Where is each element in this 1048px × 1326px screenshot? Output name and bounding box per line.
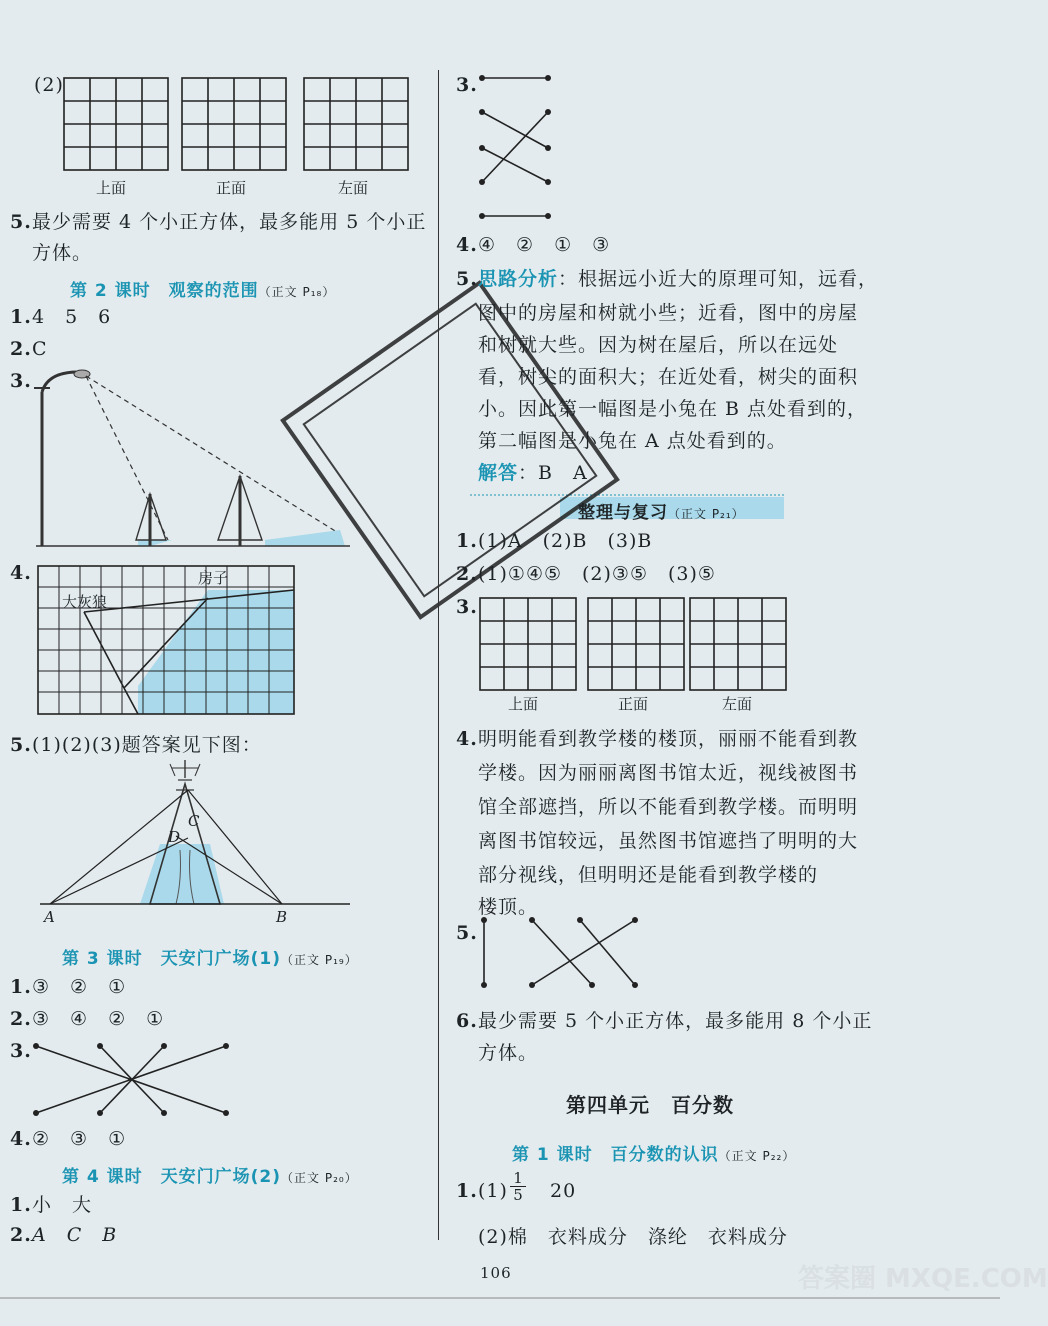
r-review-q4-line5: 部分视线，但明明还是能看到教学楼的 <box>478 864 819 886</box>
view2-label-left: 左面 <box>722 695 753 713</box>
unit4-lesson1-heading: 第 1 课时 百分数的认识（正文 P₂₂） <box>512 1145 796 1165</box>
l3-q1-answer: ③ ② ① <box>32 976 127 998</box>
l3-q3-number: 3. <box>10 1040 32 1062</box>
grid-front-view-1 <box>182 78 286 170</box>
grid-left-view-1 <box>304 78 408 170</box>
watermark-text: 答案圈 MXQE.COM <box>798 1264 1048 1294</box>
view-label-front: 正面 <box>216 179 247 197</box>
r-q5-line1: 思路分析：根据远小近大的原理可知，远看， <box>478 268 879 290</box>
u-q1-rest: 20 <box>550 1180 577 1202</box>
point-a-label: A <box>44 908 55 926</box>
column-divider <box>438 70 439 1240</box>
r-review-q4-line2: 学楼。因为丽丽离图书馆太近，视线被图书 <box>478 762 859 784</box>
r-q5-line2: 图中的房屋和树就小些；近看，图中的房屋 <box>478 302 859 324</box>
l4-q1-answer: 小 大 <box>32 1194 93 1216</box>
l3-q1-number: 1. <box>10 976 32 998</box>
wolf-label: 大灰狼 <box>62 593 108 611</box>
u-q1-prefix: (1) <box>478 1180 508 1202</box>
lesson3-heading: 第 3 课时 天安门广场(1)（正文 P₁₉） <box>62 949 358 969</box>
grid-top-view-2 <box>480 598 576 690</box>
r-review-q6-line1: 最少需要 5 个小正方体，最多能用 8 个小正 <box>478 1010 873 1032</box>
view-label-left: 左面 <box>338 179 369 197</box>
lesson2-heading: 第 2 课时 观察的范围（正文 P₁₈） <box>70 281 336 301</box>
u-q1-number: 1. <box>456 1180 478 1202</box>
l2-q2-number: 2. <box>10 338 32 360</box>
right-q5-lines <box>481 917 638 988</box>
analysis-label: 思路分析 <box>478 268 559 290</box>
grid-left-view-2 <box>690 598 786 690</box>
r-q5-line4: 看，树尖的面积大；在近处看，树尖的面积 <box>478 366 859 388</box>
l2-q1-answer: 4 5 6 <box>32 306 112 328</box>
q5-answer-line2: 方体。 <box>32 242 93 264</box>
view2-label-front: 正面 <box>618 695 649 713</box>
u-q1-part2: (2)棉 衣料成分 涤纶 衣料成分 <box>478 1226 788 1248</box>
r-review-q4-line1: 明明能看到教学楼的楼顶，丽丽不能看到教 <box>478 728 859 750</box>
streetlight-figure <box>34 370 350 546</box>
l2-q5-number: 5. <box>10 734 32 756</box>
fraction <box>510 1170 526 1203</box>
r-review-q4-line4: 离图书馆较远，虽然图书馆遮挡了明明的大 <box>478 830 859 852</box>
house-label: 房子 <box>198 569 229 587</box>
point-d-label: D <box>168 828 181 846</box>
q5-answer-line1: 最少需要 4 个小正方体，最多能用 5 个小正 <box>32 211 427 233</box>
view-label-top: 上面 <box>96 179 127 197</box>
r-review-q1-answer: (1)A (2)B (3)B <box>478 530 653 552</box>
r-review-q6-number: 6. <box>456 1010 478 1032</box>
l3-q2-answer: ③ ④ ② ① <box>32 1008 165 1030</box>
r-q3-number: 3. <box>456 74 478 96</box>
l2-q5-answer: (1)(2)(3)题答案见下图： <box>32 734 262 756</box>
l3-q4-answer: ② ③ ① <box>32 1128 127 1150</box>
r-q4-number: 4. <box>456 234 478 256</box>
l3-q4-number: 4. <box>10 1128 32 1150</box>
l4-q1-number: 1. <box>10 1194 32 1216</box>
r-q5-line6: 第二幅图是小兔在 A 点处看到的。 <box>478 430 787 452</box>
r-review-q4-line6: 楼顶。 <box>478 896 539 918</box>
l2-q2-answer: C <box>32 338 48 360</box>
view2-label-top: 上面 <box>508 695 539 713</box>
q5-number: 5. <box>10 211 32 233</box>
r-q5-solution: 解答：B A <box>478 462 588 484</box>
point-c-label: C <box>188 812 200 830</box>
r-review-q3-number: 3. <box>456 596 478 618</box>
l4-q2-number: 2. <box>10 1224 32 1246</box>
r-review-q4-number: 4. <box>456 728 478 750</box>
r-q5-line3: 和树就大些。因为树在屋后，所以在远处 <box>478 334 839 356</box>
l4-q2-answer: A C B <box>32 1224 118 1246</box>
unit-heading: 第四单元 百分数 <box>566 1093 734 1117</box>
point-b-label: B <box>276 908 288 926</box>
fraction-denominator: 5 <box>513 1186 523 1204</box>
r-review-q1-number: 1. <box>456 530 478 552</box>
crossing-lines-figure <box>33 1043 229 1116</box>
grid-front-view-2 <box>588 598 684 690</box>
r-review-q6-line2: 方体。 <box>478 1042 539 1064</box>
lesson4-heading: 第 4 课时 天安门广场(2)（正文 P₂₀） <box>62 1167 358 1187</box>
r-q4-answer: ④ ② ① ③ <box>478 234 611 256</box>
grid-top-view-1 <box>64 78 168 170</box>
l2-q4-number: 4. <box>10 562 32 584</box>
tower-figure <box>40 760 350 904</box>
r-review-q4-line3: 馆全部遮挡，所以不能看到教学楼。而明明 <box>478 796 859 818</box>
r-review-q2-number: 2. <box>456 563 478 585</box>
l3-q2-number: 2. <box>10 1008 32 1030</box>
r-q5-line5: 小。因此第一幅图是小兔在 B 点处看到的， <box>478 398 868 420</box>
q2-label: (2) <box>34 74 64 96</box>
r-q5-number: 5. <box>456 268 478 290</box>
fraction-numerator: 1 <box>513 1169 523 1187</box>
r-review-q2-answer: (1)①④⑤ (2)③⑤ (3)⑤ <box>478 563 716 585</box>
right-q3-lines <box>479 75 551 219</box>
review-heading: 整理与复习（正文 P₂₁） <box>578 503 745 523</box>
wolf-house-grid <box>38 566 294 714</box>
l2-q3-number: 3. <box>10 370 32 392</box>
r-review-q5-number: 5. <box>456 922 478 944</box>
page-number: 106 <box>480 1264 512 1282</box>
solution-label: 解答 <box>478 462 519 484</box>
l2-q1-number: 1. <box>10 306 32 328</box>
